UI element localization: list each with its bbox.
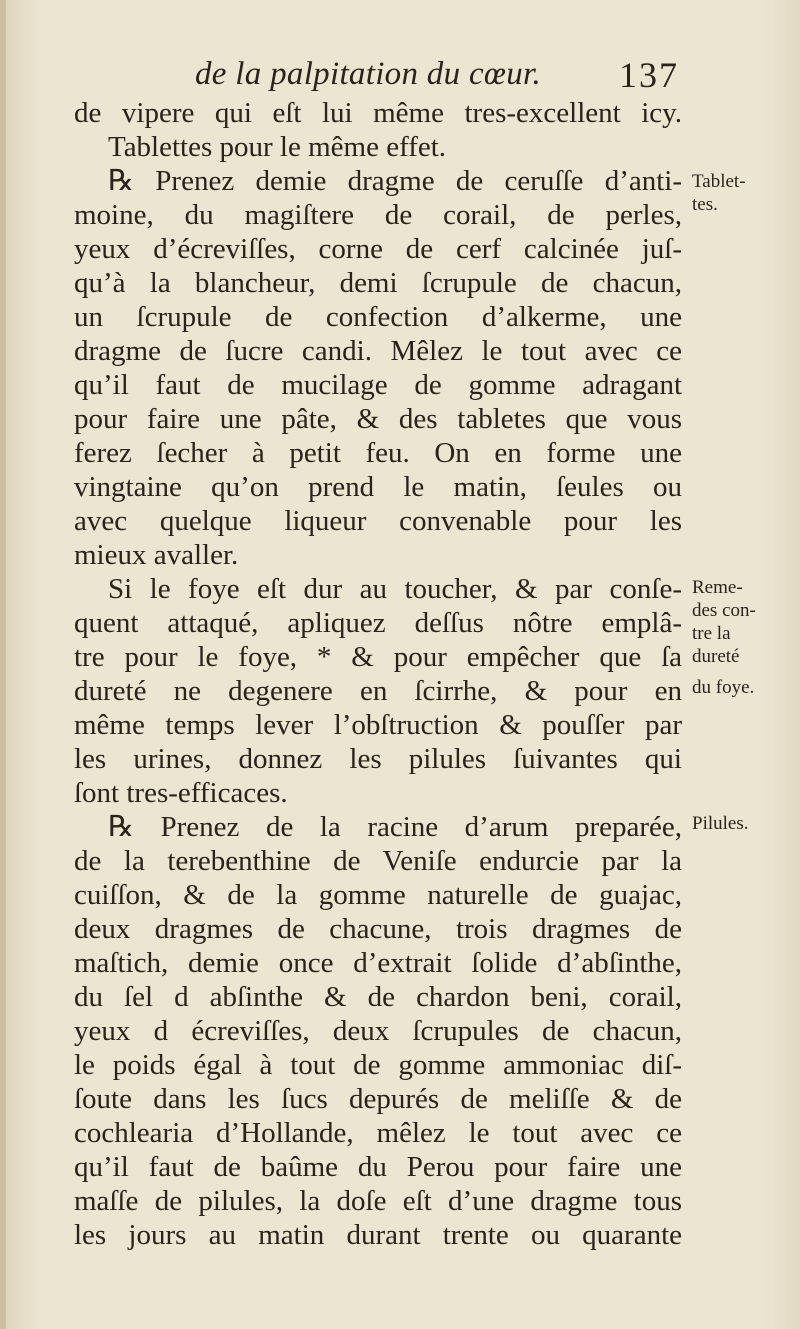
text-line: de la terebenthine de Veniſe endurcie par la — [74, 845, 682, 877]
margin-note: dureté — [692, 646, 740, 667]
text-line: qu’il faut de mucilage de gomme adragant — [74, 369, 682, 401]
text-line: avec quelque liqueur convenable pour les — [74, 505, 682, 537]
text-line: vingtaine qu’on prend le matin, ſeules ou — [74, 471, 682, 503]
running-title: de la palpitation du cœur. — [195, 56, 542, 92]
text-line: même temps lever l’obſtruction & pouſſer par — [74, 709, 682, 741]
margin-note: Reme- — [692, 577, 743, 598]
text-line: moine, du magiſtere de corail, de perles, — [74, 199, 682, 231]
text-line: maſtich, demie once d’extrait ſolide d’abſinthe, — [74, 947, 682, 979]
margin-note: tes. — [692, 194, 718, 215]
page-spine-shadow — [0, 0, 6, 1329]
text-line: les jours au matin durant trente ou quarante — [74, 1219, 682, 1251]
text-line: dragme de ſucre candi. Mêlez le tout avec ce — [74, 335, 682, 367]
text-line: pour faire une pâte, & des tabletes que vous — [74, 403, 682, 435]
text-line: ſoute dans les ſucs depurés de meliſſe & de — [74, 1083, 682, 1115]
page-header — [195, 54, 685, 98]
text-line: dureté ne degenere en ſcirrhe, & pour en — [74, 675, 682, 707]
margin-note: Pilules. — [692, 813, 749, 834]
text-line: Si le foye eſt dur au toucher, & par conſe- — [108, 573, 682, 605]
margin-note: tre la — [692, 623, 731, 644]
text-line: un ſcrupule de confection d’alkerme, une — [74, 301, 682, 333]
text-line: maſſe de pilules, la doſe eſt d’une dragme tous — [74, 1185, 682, 1217]
margin-note: Tablet- — [692, 171, 746, 192]
text-line: qu’à la blancheur, demi ſcrupule de chacun, — [74, 267, 682, 299]
text-line: ℞ Prenez de la racine d’arum preparée, — [108, 811, 682, 843]
margin-note: du foye. — [692, 677, 755, 698]
text-line: ſont tres-efficaces. — [74, 777, 288, 809]
text-line: yeux d’écreviſſes, corne de cerf calcinée juſ- — [74, 233, 682, 265]
text-line: qu’il faut de baûme du Perou pour faire une — [74, 1151, 682, 1183]
text-line: quent attaqué, apliquez deſſus nôtre emplâ- — [74, 607, 682, 639]
page-number: 137 — [619, 55, 679, 95]
text-line: tre pour le foye, * & pour empêcher que ſa — [74, 641, 682, 673]
text-line: yeux d écreviſſes, deux ſcrupules de chacun, — [74, 1015, 682, 1047]
text-line: cuiſſon, & de la gomme naturelle de guajac, — [74, 879, 682, 911]
text-line: de vipere qui eſt lui même tres-excellent icy. — [74, 97, 682, 129]
margin-note: des con- — [692, 600, 756, 621]
text-line: du ſel d abſinthe & de chardon beni, corail, — [74, 981, 682, 1013]
text-line: le poids égal à tout de gomme ammoniac diſ- — [74, 1049, 682, 1081]
text-line: les urines, donnez les pilules ſuivantes qui — [74, 743, 682, 775]
text-line: cochlearia d’Hollande, mêlez le tout avec ce — [74, 1117, 682, 1149]
text-line: mieux avaller. — [74, 539, 239, 571]
text-line: deux dragmes de chacune, trois dragmes de — [74, 913, 682, 945]
section-heading: Tablettes pour le même effet. — [108, 131, 447, 163]
text-line: ℞ Prenez demie dragme de ceruſſe d’anti- — [108, 165, 682, 197]
text-line: ferez ſecher à petit feu. On en forme une — [74, 437, 682, 469]
